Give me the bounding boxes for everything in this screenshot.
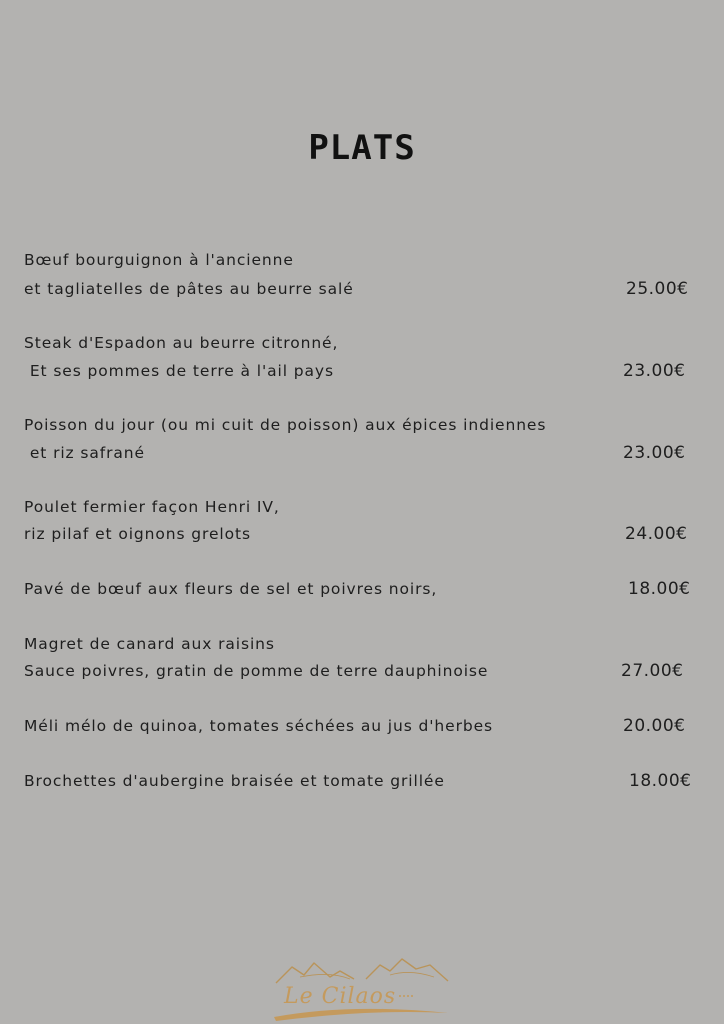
dish-description: Et ses pommes de terre à l'ail pays: [24, 362, 334, 380]
dish-price: 23.00€: [623, 443, 686, 463]
mountain-outline: [390, 972, 434, 977]
dish-price: 27.00€: [621, 661, 684, 681]
mountain-outline: [366, 959, 448, 981]
dish-description: riz pilaf et oignons grelots: [24, 525, 251, 543]
dish-description: et riz safrané: [24, 444, 145, 462]
mountain-outline: [300, 974, 350, 979]
logo-dots: [399, 995, 413, 997]
logo-text: Le Cilaos: [284, 984, 397, 1009]
dish-price: 18.00€: [628, 579, 691, 599]
dish-description: et tagliatelles de pâtes au beurre salé: [24, 280, 354, 298]
dish-name: Bœuf bourguignon à l'ancienne: [24, 251, 294, 269]
dish-price: 25.00€: [626, 279, 689, 299]
dish-name: Brochettes d'aubergine braisée et tomate grillée: [24, 772, 445, 790]
dish-name: Pavé de bœuf aux fleurs de sel et poivres noirs,: [24, 580, 438, 598]
logo-swoosh: [274, 1009, 448, 1021]
dish-price: 20.00€: [623, 716, 686, 736]
dish-description: Sauce poivres, gratin de pomme de terre dauphinoise: [24, 662, 489, 680]
dish-price: 23.00€: [623, 361, 686, 381]
dish-name: Poisson du jour (ou mi cuit de poisson) aux épices indiennes: [24, 416, 547, 434]
dish-name: Magret de canard aux raisins: [24, 635, 275, 653]
dish-name: Méli mélo de quinoa, tomates séchées au jus d'herbes: [24, 717, 494, 735]
dish-name: Poulet fermier façon Henri IV,: [24, 498, 280, 516]
dish-price: 24.00€: [625, 524, 688, 544]
mountain-outline: [276, 963, 354, 983]
restaurant-logo: [270, 955, 460, 1024]
dish-name: Steak d'Espadon au beurre citronné,: [24, 334, 339, 352]
dish-price: 18.00€: [629, 771, 692, 791]
page-title: PLATS: [308, 128, 416, 168]
